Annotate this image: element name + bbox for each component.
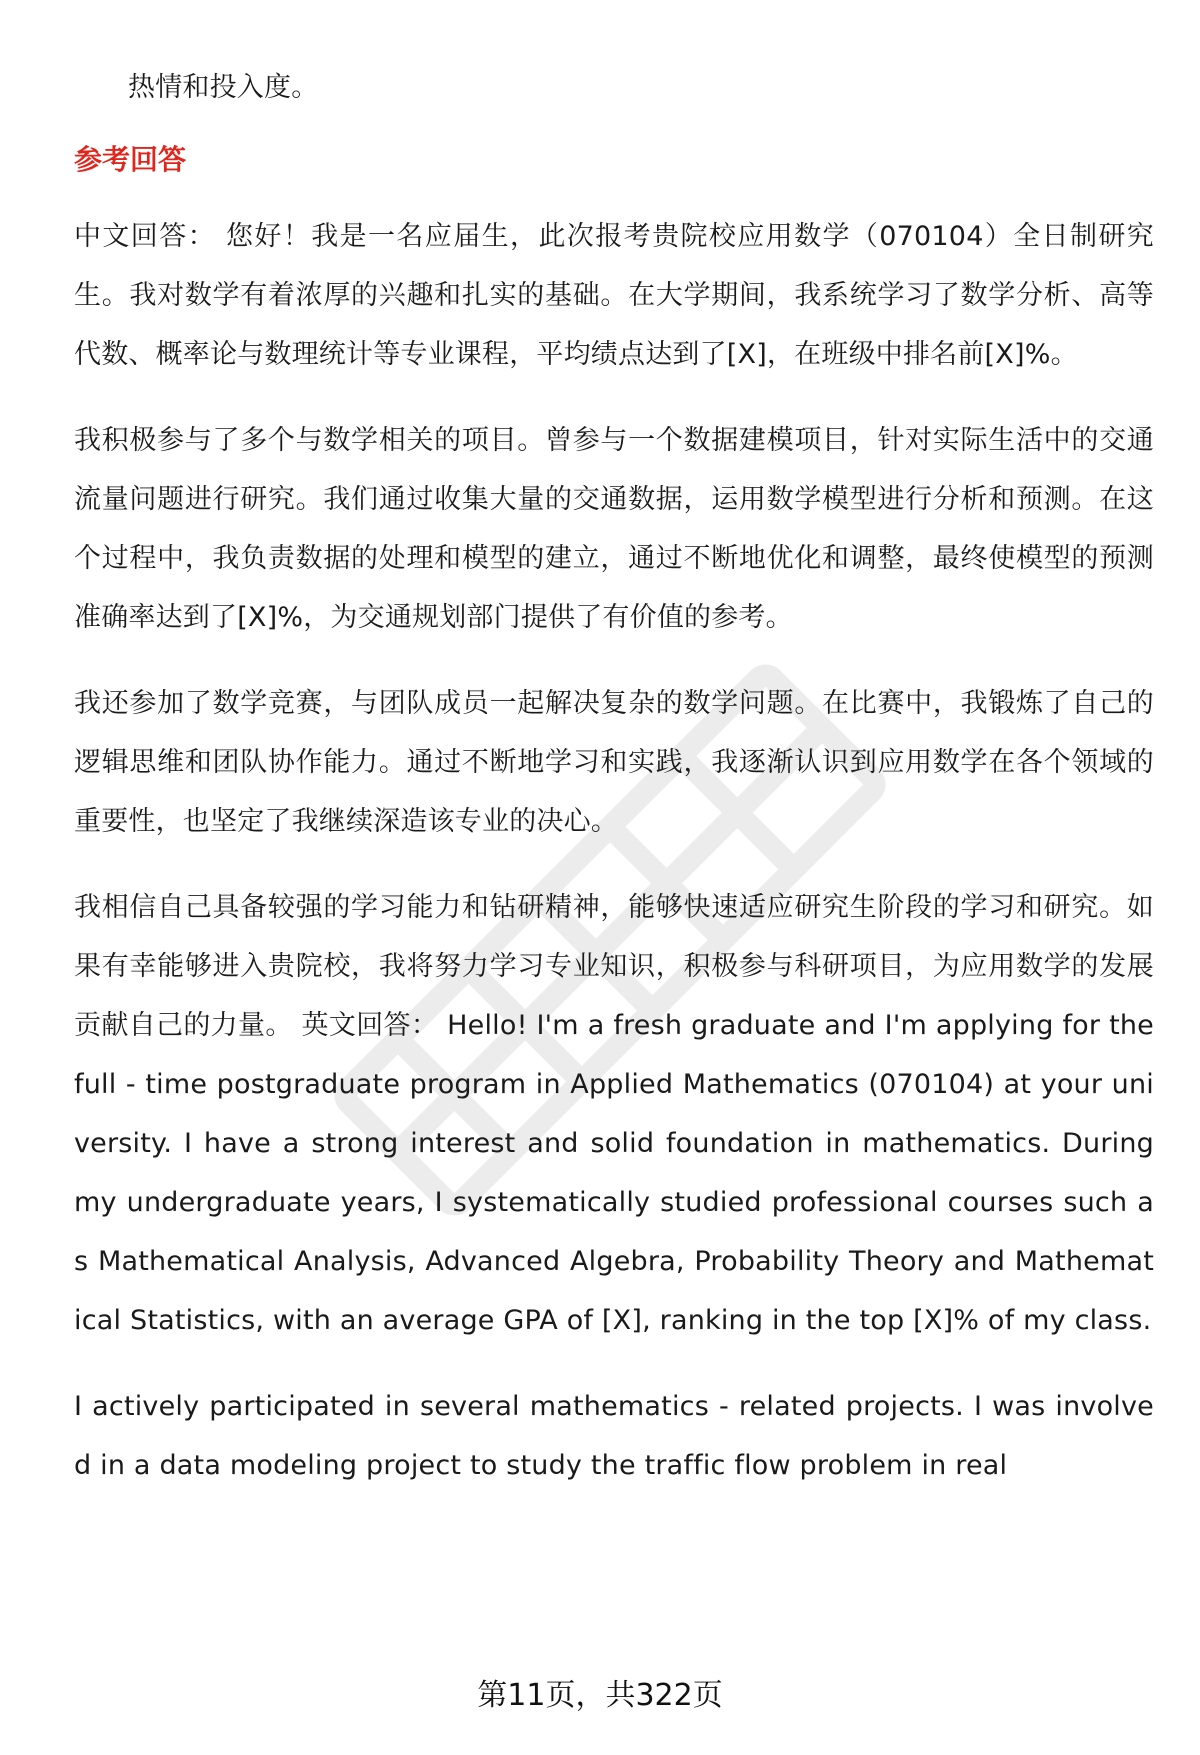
paragraph-4: 我相信自己具备较强的学习能力和钻研精神，能够快速适应研究生阶段的学习和研究。如果有幸能够进入贵院校，我将努力学习专业知识，积极参与科研项目，为应用数学的发展贡献自己的力量。 英文回答： Hello! I'm a fresh graduate and I'm applying for the full - time postgraduate program in Applied Mathematics (070104) at your university. I have a strong interest and solid foundation in mathematics. During my undergraduate years, I systematically studied professional courses such as Mathematical Analysis, Advanced Algebra, Probability Theory and Mathematical Statistics, with an average GPA of [X], ranking in the top [X]% of my class. — [74, 892, 1154, 1336]
paragraph-5: I actively participated in several mathematics - related projects. I was involved in a data modeling project to study the traffic flow problem in real — [74, 1391, 1154, 1481]
document-body — [74, 58, 1154, 1495]
paragraph-3: 我还参加了数学竞赛，与团队成员一起解决复杂的数学问题。在比赛中，我锻炼了自己的逻辑思维和团队协作能力。通过不断地学习和实践，我逐渐认识到应用数学在各个领域的重要性，也坚定了我继续深造该专业的决心。 — [74, 688, 1154, 837]
page-number: 第11页，共322页 — [477, 1678, 723, 1713]
section-heading: 参考回答 — [74, 143, 187, 176]
paragraph-2: 我积极参与了多个与数学相关的项目。曾参与一个数据建模项目，针对实际生活中的交通流量问题进行研究。我们通过收集大量的交通数据，运用数学模型进行分析和预测。在这个过程中，我负责数据的处理和模型的建立，通过不断地优化和调整，最终使模型的预测准确率达到了[X]%，为交通规划部门提供了有价值的参考。 — [74, 425, 1154, 633]
intro-fragment: 热情和投入度。 — [128, 72, 319, 103]
paragraph-1: 中文回答： 您好！我是一名应届生，此次报考贵院校应用数学（070104）全日制研究生。我对数学有着浓厚的兴趣和扎实的基础。在大学期间，我系统学习了数学分析、高等代数、概率论与数理统计等专业课程，平均绩点达到了[X]，在班级中排名前[X]%。 — [74, 221, 1154, 370]
